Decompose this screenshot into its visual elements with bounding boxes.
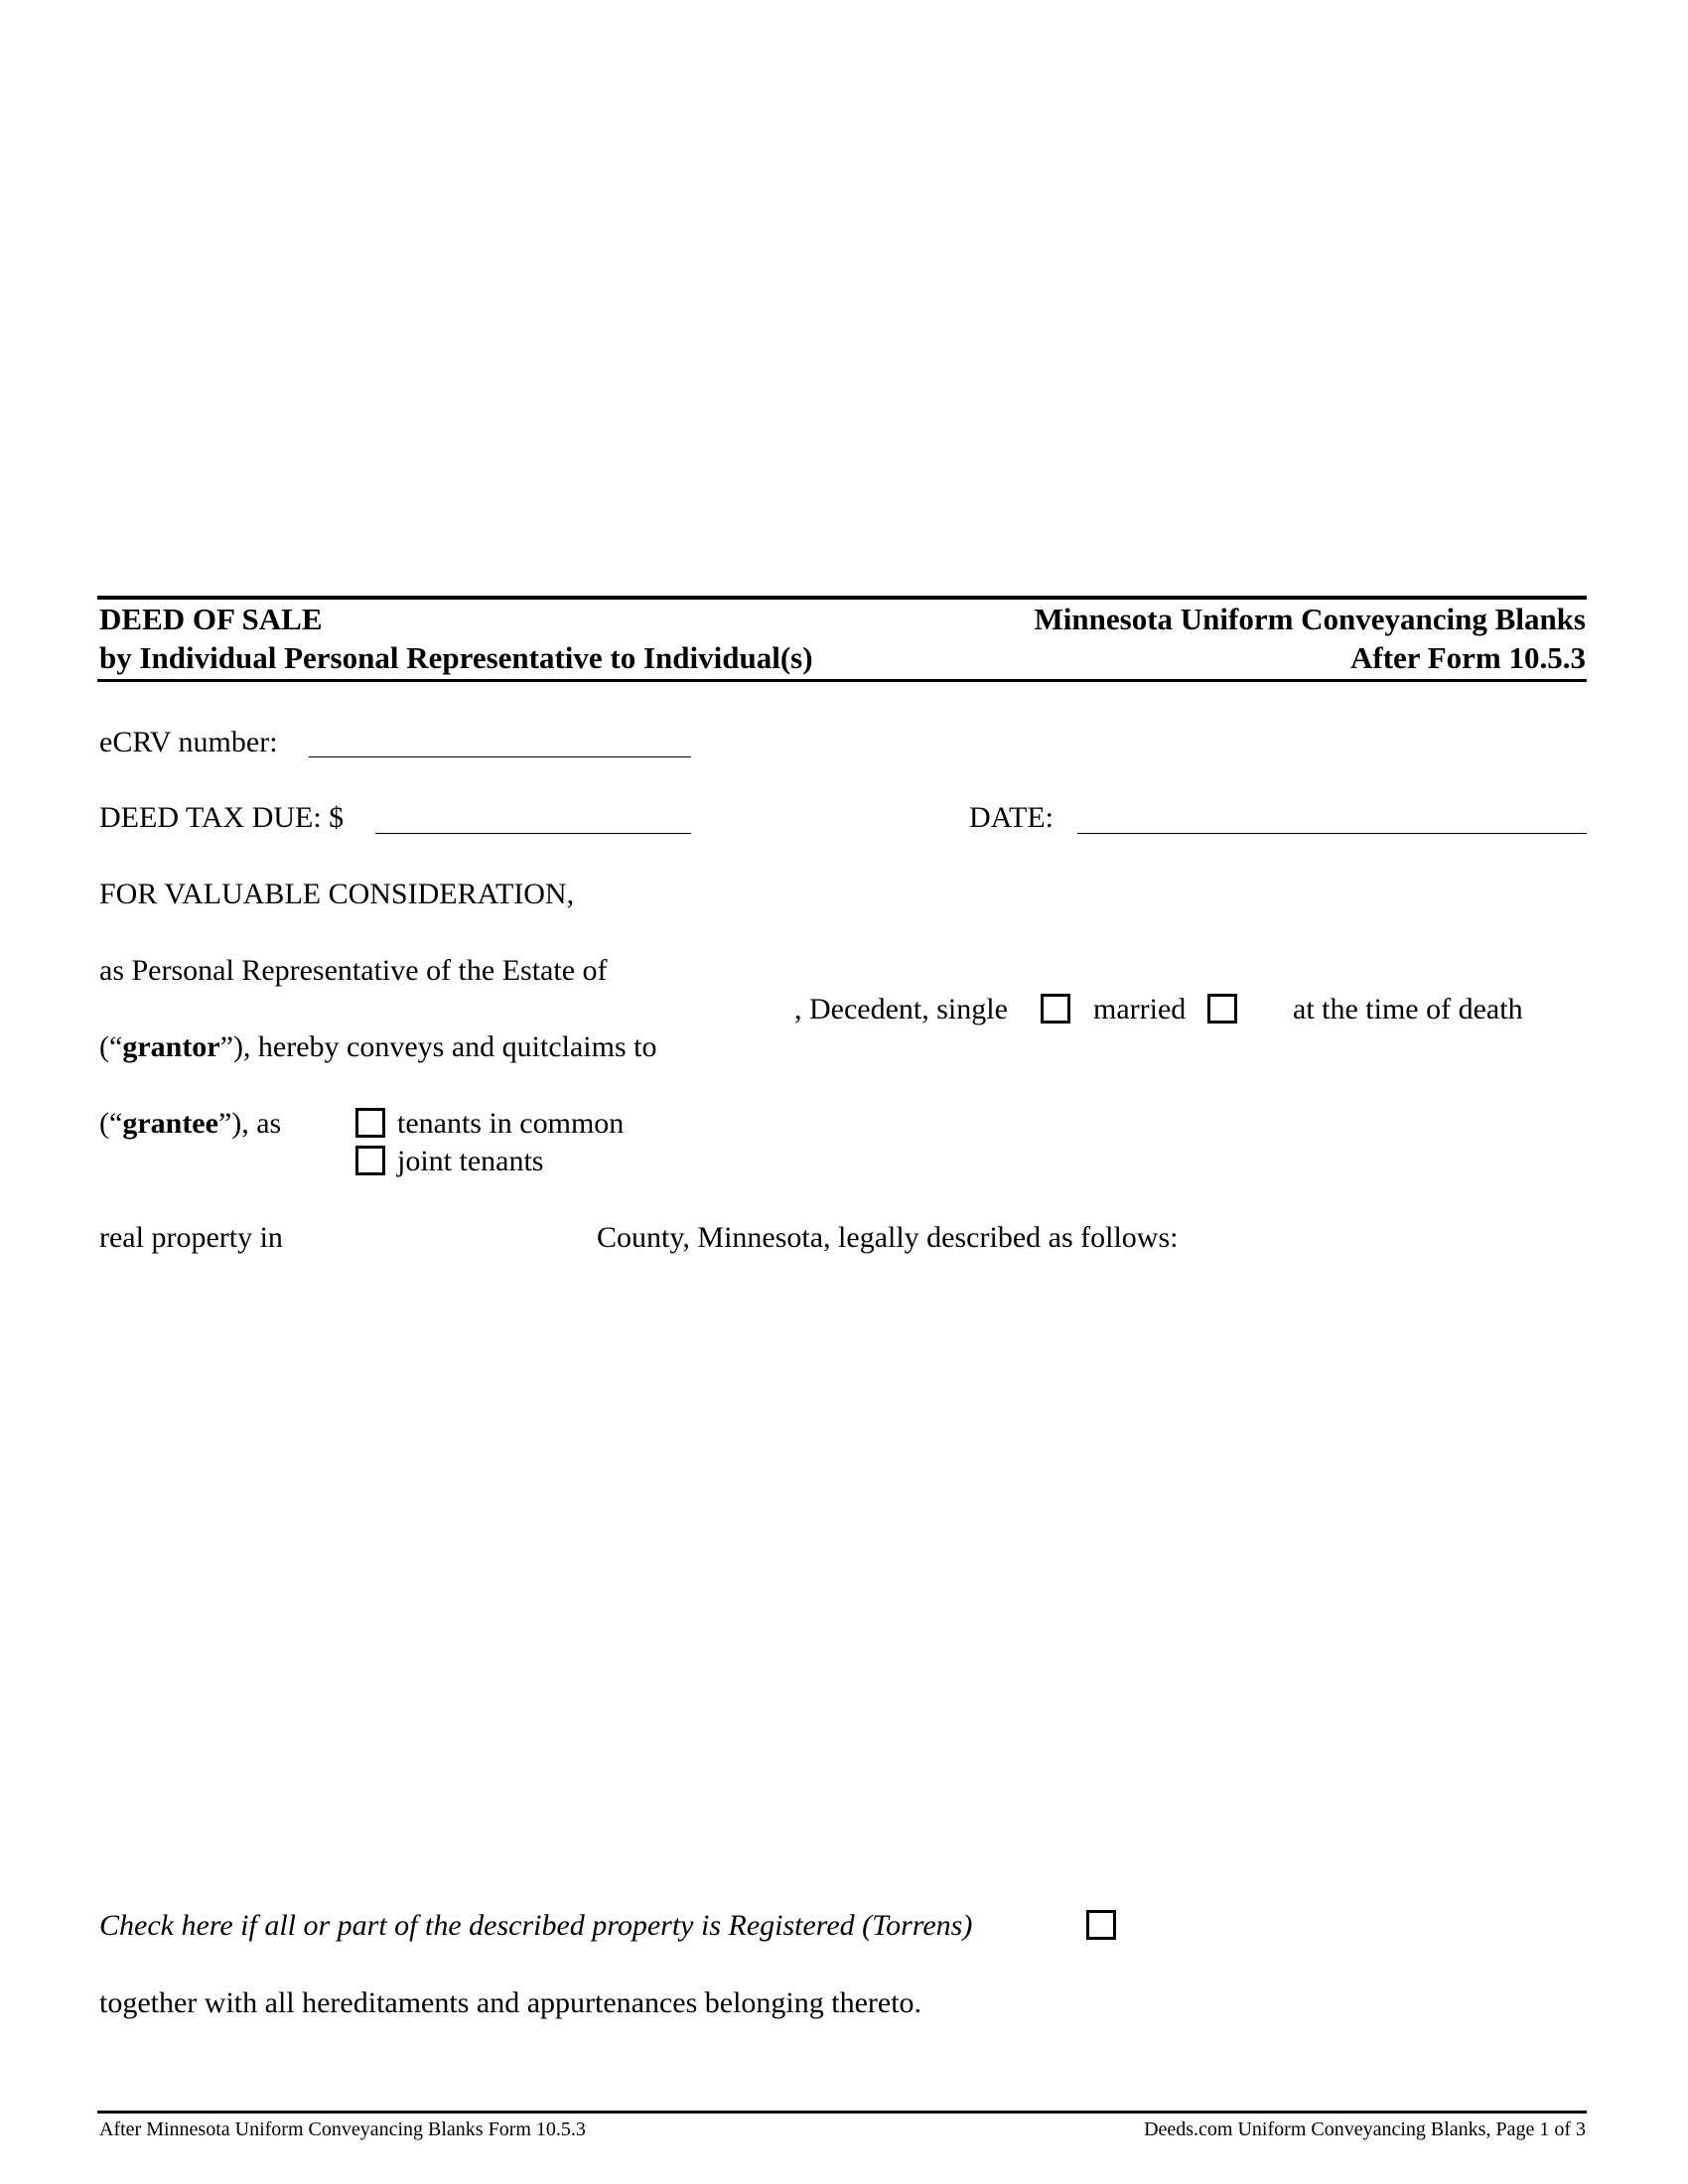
county-text: County, Minnesota, legally described as follows: (597, 1221, 1179, 1254)
footer-rule (97, 2111, 1587, 2114)
ecrv-label: eCRV number: (99, 726, 278, 758)
torrens-note: Check here if all or part of the described property is Registered (Torrens) (99, 1909, 973, 1942)
single-checkbox[interactable] (1041, 994, 1070, 1024)
form-title: DEED OF SALE (99, 602, 323, 636)
joint-tenants-text: joint tenants (397, 1145, 544, 1177)
grantee-open-quote: (“ (99, 1107, 123, 1140)
tenants-in-common-checkbox[interactable] (355, 1108, 385, 1138)
header-bottom-rule (97, 679, 1587, 682)
header-top-rule (97, 596, 1587, 600)
footer-right: Deeds.com Uniform Conveyancing Blanks, Page 1 of 3 (1144, 2118, 1586, 2140)
form-source: Minnesota Uniform Conveyancing Blanks (1034, 602, 1586, 636)
grantor-word: grantor (122, 1030, 220, 1063)
real-property-text: real property in (99, 1221, 283, 1254)
date-label: DATE: (969, 801, 1054, 834)
married-text: married (1093, 993, 1187, 1025)
grantee-rest: ”), as (217, 1107, 282, 1140)
ecrv-input[interactable] (309, 756, 691, 757)
torrens-checkbox[interactable] (1086, 1910, 1116, 1940)
time-of-death-text: at the time of death (1293, 993, 1523, 1025)
legal-description-area[interactable] (99, 1281, 1589, 1876)
grantor-text (99, 1029, 657, 1065)
grantee-text (99, 1106, 281, 1142)
pr-estate-text: as Personal Representative of the Estate of (99, 954, 608, 987)
date-input[interactable] (1077, 833, 1587, 834)
footer-left: After Minnesota Uniform Conveyancing Blanks Form 10.5.3 (99, 2118, 586, 2140)
tenants-in-common-text: tenants in common (397, 1107, 625, 1140)
married-checkbox[interactable] (1207, 994, 1237, 1024)
grantee-word: grantee (122, 1107, 218, 1140)
deed-tax-label: DEED TAX DUE: $ (99, 801, 345, 834)
form-subtitle: by Individual Personal Representative to Individual(s) (99, 640, 813, 675)
joint-tenants-checkbox[interactable] (355, 1146, 385, 1175)
grantor-open-quote: (“ (99, 1030, 123, 1063)
decedent-single-text: , Decedent, single (794, 993, 1008, 1025)
hereditaments-text: together with all hereditaments and appurtenances belonging thereto. (99, 1986, 922, 2019)
deed-tax-input[interactable] (375, 833, 691, 834)
consideration-text: FOR VALUABLE CONSIDERATION, (99, 878, 575, 910)
grantor-rest: ”), hereby conveys and quitclaims to (219, 1030, 657, 1063)
form-number: After Form 10.5.3 (1349, 640, 1586, 675)
